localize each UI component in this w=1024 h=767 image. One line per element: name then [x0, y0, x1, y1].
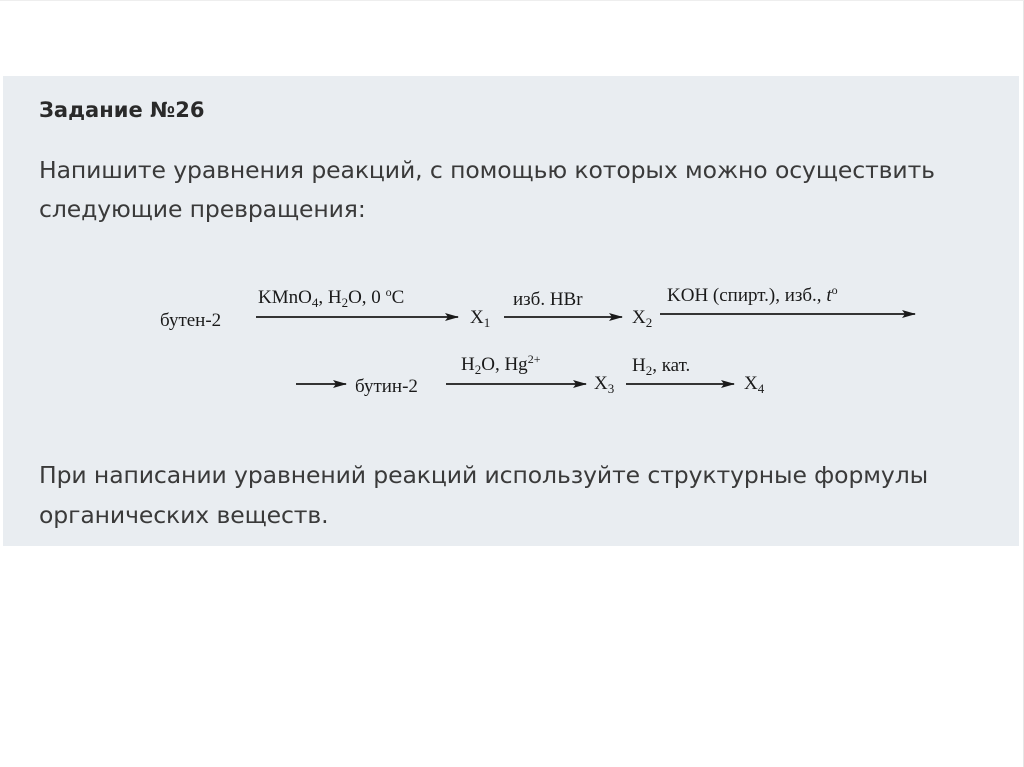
- condition-step-1: KMnO$_4$, $H_2O$, 0 $^o$C: [258, 285, 405, 310]
- compound-x3: $X_3$: [594, 373, 615, 396]
- compound-x4: $X_4$: [744, 373, 765, 396]
- compound-x2: $X_2$: [632, 307, 653, 330]
- compound-x1: $X_1$: [470, 307, 491, 330]
- task-note: [39, 455, 928, 535]
- compound-butyne-2: бутин-2: [355, 376, 418, 397]
- condition-step-5: $H_2$, кат.: [632, 355, 691, 378]
- note-line-2: органических веществ.: [39, 501, 329, 529]
- condition-step-3: KOH (спирт.), изб., $t^o$: [667, 283, 838, 306]
- instruction-line-1: Напишите уравнения реакций, с помощью которых можно осуществить: [39, 156, 935, 184]
- condition-step-4: $H_2O$, $Hg^{2+}$: [461, 352, 541, 377]
- note-line-1: При написании уравнений реакций используйте структурные формулы: [39, 461, 929, 489]
- task-instructions: [39, 151, 935, 229]
- instruction-line-2: следующие превращения:: [39, 195, 366, 223]
- task-title: Задание №26: [39, 98, 205, 122]
- compound-butene-2: бутен-2: [160, 310, 222, 331]
- condition-step-2: изб. HBr: [513, 289, 583, 310]
